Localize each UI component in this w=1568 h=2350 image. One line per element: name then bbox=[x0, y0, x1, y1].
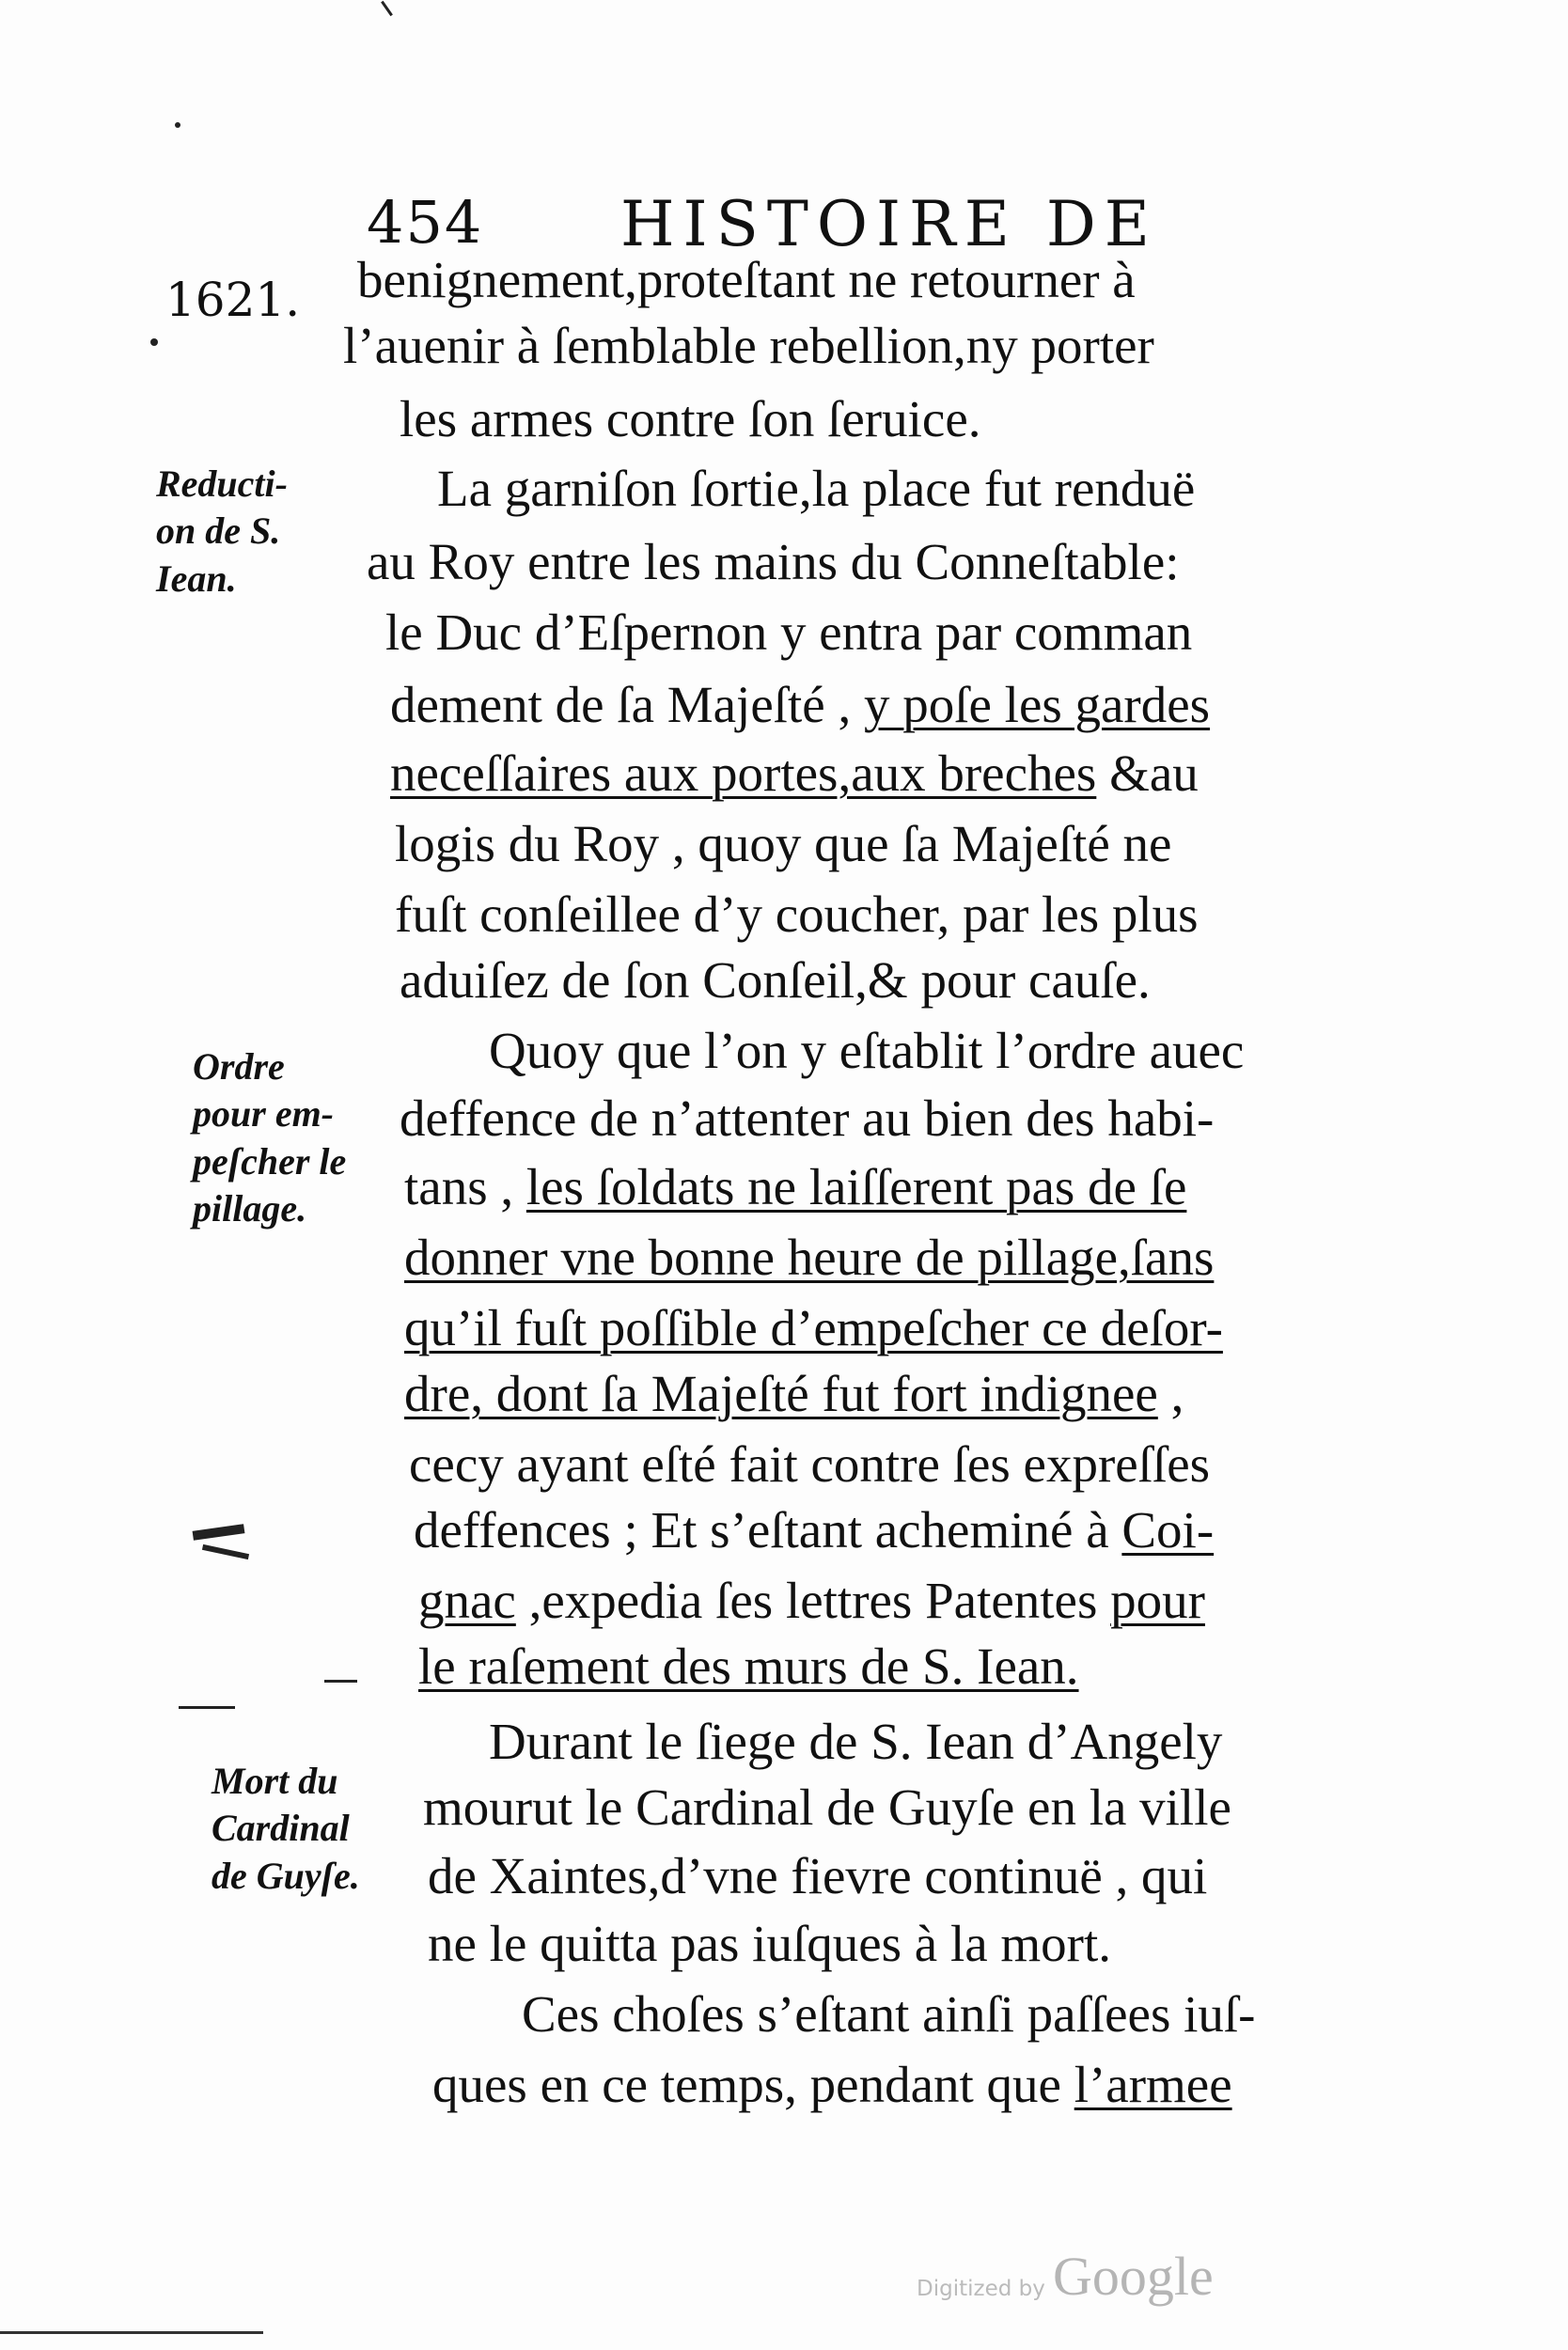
running-head: HISTOIRE DE bbox=[620, 188, 1158, 260]
margin-note-line: pillage. bbox=[193, 1187, 307, 1230]
text-segment: deffence de n’attenter au bien des habi- bbox=[400, 1089, 1215, 1147]
underlined-text: l’armee bbox=[1074, 2056, 1232, 2113]
margin-note-line: Ordre bbox=[193, 1045, 285, 1088]
text-segment: de Xaintes,d’vne fievre continuë , qui bbox=[428, 1847, 1208, 1904]
body-line bbox=[489, 1022, 1245, 1079]
underlined-text: pour bbox=[1110, 1572, 1205, 1629]
text-segment: l’auenir à ſemblable rebellion,ny porter bbox=[343, 317, 1154, 374]
underlined-text: dre, dont ſa Majeſté fut fort indignee bbox=[404, 1365, 1158, 1422]
margin-note-line: Reducti- bbox=[156, 462, 288, 505]
margin-note-line: Mort du bbox=[212, 1760, 338, 1802]
text-segment: benignement,proteſtant ne retourner à bbox=[357, 251, 1136, 308]
body-line bbox=[428, 1847, 1208, 1904]
text-segment: logis du Roy , quoy que ſa Majeſté ne bbox=[395, 815, 1172, 872]
underlined-text: qu’il fuſt poſſible d’empeſcher ce deſor- bbox=[404, 1299, 1223, 1356]
text-segment: Quoy que l’on y eſtablit l’ordre auec bbox=[489, 1022, 1245, 1079]
page-number: 454 bbox=[367, 188, 484, 257]
underlined-text: gnac bbox=[418, 1572, 516, 1629]
ink-dot bbox=[175, 122, 180, 128]
body-line bbox=[400, 1089, 1215, 1147]
body-line bbox=[400, 390, 981, 447]
body-line bbox=[367, 533, 1180, 590]
text-segment: tans , bbox=[404, 1158, 526, 1215]
text-segment: ne le quitta pas iuſques à la mort. bbox=[428, 1915, 1112, 1972]
text-segment: le Duc d’Eſpernon y entra par comman bbox=[385, 603, 1193, 661]
body-line bbox=[404, 1299, 1223, 1356]
margin-year: 1621. bbox=[165, 273, 301, 327]
ink-dot bbox=[150, 338, 158, 346]
text-segment: &au bbox=[1096, 744, 1199, 802]
body-line bbox=[418, 1637, 1079, 1695]
body-line bbox=[390, 744, 1199, 802]
underlined-text: les ſoldats ne laiſſerent pas de ſe bbox=[525, 1158, 1187, 1215]
margin-note-line: on de S. bbox=[156, 509, 281, 553]
margin-note-reduction bbox=[156, 461, 288, 603]
text-segment: au Roy entre les mains du Conneſtable: bbox=[367, 533, 1180, 590]
underlined-text: Coi- bbox=[1121, 1501, 1215, 1559]
underlined-text: donner vne bonne heure de pillage,ſans bbox=[404, 1229, 1215, 1286]
text-segment: cecy ayant eſté fait contre ſes expreſſes bbox=[409, 1435, 1211, 1493]
body-line bbox=[418, 1572, 1205, 1629]
ink-mark bbox=[202, 1544, 249, 1559]
watermark-prefix: Digitized by bbox=[917, 2277, 1045, 2301]
ink-mark bbox=[381, 1, 393, 16]
body-line bbox=[432, 2056, 1232, 2113]
ink-mark bbox=[324, 1680, 357, 1683]
text-segment: dement de ſa Majeſté , bbox=[390, 676, 864, 733]
body-line bbox=[390, 676, 1211, 733]
margin-note-line: Cardinal bbox=[212, 1807, 350, 1850]
body-line bbox=[395, 885, 1199, 943]
bottom-rule bbox=[0, 2331, 263, 2334]
body-line bbox=[343, 317, 1154, 374]
body-line bbox=[404, 1365, 1184, 1422]
text-segment: , bbox=[1157, 1365, 1184, 1422]
text-segment: mourut le Cardinal de Guyſe en la ville bbox=[423, 1778, 1231, 1836]
body-line bbox=[395, 815, 1172, 872]
margin-note-line: peſcher le bbox=[193, 1139, 347, 1183]
ink-mark bbox=[179, 1706, 235, 1709]
body-line bbox=[423, 1778, 1231, 1836]
text-segment: Ces choſes s’eſtant ainſi paſſees iuſ- bbox=[522, 1985, 1256, 2043]
text-segment: les armes contre ſon ſeruice. bbox=[400, 390, 981, 447]
text-segment: La garniſon ſortie,la place fut renduë bbox=[437, 460, 1196, 517]
body-line bbox=[404, 1229, 1215, 1286]
margin-note-ordre bbox=[193, 1043, 346, 1233]
text-segment: ,expedia ſes lettres Patentes bbox=[515, 1572, 1111, 1629]
text-segment: ques en ce temps, pendant que bbox=[432, 2056, 1074, 2113]
text-segment: deffences ; Et s’eſtant acheminé à bbox=[414, 1501, 1122, 1559]
text-segment: aduiſez de ſon Conſeil,& pour cauſe. bbox=[400, 951, 1151, 1009]
body-line bbox=[414, 1501, 1215, 1559]
margin-note-line: pour em- bbox=[193, 1092, 334, 1136]
margin-note-cardinal bbox=[212, 1758, 360, 1900]
underlined-text: y poſe les gardes bbox=[863, 676, 1211, 733]
body-line bbox=[489, 1713, 1223, 1770]
margin-note-line: de Guyſe. bbox=[212, 1854, 360, 1897]
underlined-text: neceſſaires aux portes,aux breches bbox=[390, 744, 1097, 802]
body-line bbox=[357, 251, 1136, 308]
body-line bbox=[428, 1915, 1112, 1972]
body-line bbox=[385, 603, 1193, 661]
underlined-text: le raſement des murs de S. Iean. bbox=[418, 1637, 1079, 1695]
text-segment: fuſt conſeillee d’y coucher, par les plus bbox=[395, 885, 1199, 943]
body-line bbox=[522, 1985, 1256, 2043]
text-segment: Durant le ſiege de S. Iean d’Angely bbox=[489, 1713, 1223, 1770]
margin-note-line: Iean. bbox=[156, 556, 237, 600]
ink-mark bbox=[193, 1524, 245, 1541]
google-logo: Google bbox=[1053, 2246, 1214, 2307]
body-line bbox=[409, 1435, 1211, 1493]
body-line bbox=[404, 1158, 1187, 1215]
body-line bbox=[400, 951, 1151, 1009]
body-line bbox=[437, 460, 1196, 517]
